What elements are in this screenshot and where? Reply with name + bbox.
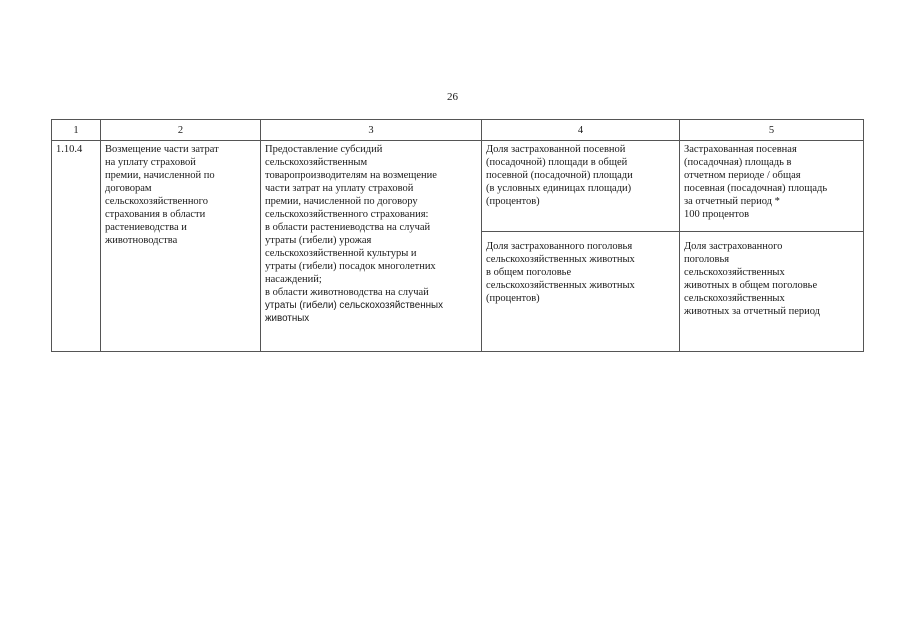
indicator-1-formula-line: 100 процентов (684, 209, 750, 220)
header-cell-2: 2 (101, 120, 261, 141)
page-number: 26 (447, 91, 458, 103)
description-line: Предоставление субсидий (265, 144, 383, 155)
header-cell-4: 4 (482, 120, 680, 141)
indicator-2-name-cell (482, 232, 680, 352)
measure-name-line: договорам (105, 183, 152, 194)
header-cell-5: 5 (680, 120, 864, 141)
indicator-2-name-line: (процентов) (486, 293, 540, 304)
indicator-1-name-line: (в условных единицах площади) (486, 183, 632, 194)
indicator-1-name-line: Доля застрахованной посевной (486, 144, 626, 155)
description-line: премии, начисленной по договору (265, 196, 418, 207)
indicator-2-name-line: сельскохозяйственных животных (486, 280, 635, 291)
description-line: насаждений; (265, 274, 322, 285)
indicator-1-formula-cell (680, 141, 864, 232)
description-line: товаропроизводителям на возмещение (265, 170, 437, 181)
description-line: сельскохозяйственным (265, 157, 368, 168)
indicator-1-name-line: посевной (посадочной) площади (486, 170, 633, 181)
measure-name-line: растениеводства и (105, 222, 187, 233)
indicators-table (51, 119, 864, 352)
indicator-1-name-cell (482, 141, 680, 232)
measure-name-cell (101, 141, 261, 352)
indicator-1-formula-line: (посадочная) площадь в (684, 157, 792, 168)
measure-description-cell (261, 141, 482, 352)
header-cell-3: 3 (261, 120, 482, 141)
description-line: утраты (гибели) посадок многолетних (265, 261, 436, 272)
indicator-1-formula-line: отчетном периоде / общая (684, 170, 801, 181)
indicator-2-name-line: сельскохозяйственных животных (486, 254, 635, 265)
description-line: утраты (гибели) сельскохозяйственных (265, 300, 443, 311)
measure-name-line: на уплату страховой (105, 157, 196, 168)
description-line: утраты (гибели) урожая (265, 235, 372, 246)
indicator-1-formula-line: Застрахованная посевная (684, 144, 797, 155)
indicator-2-formula-line: сельскохозяйственных (684, 293, 785, 304)
indicator-1-name-line: (процентов) (486, 196, 540, 207)
indicator-2-name-line: Доля застрахованного поголовья (486, 241, 633, 252)
description-line: животных (265, 313, 310, 324)
indicator-1-formula-line: за отчетный период * (684, 196, 780, 207)
measure-name-line: животноводства (105, 235, 178, 246)
indicator-1-name-line: (посадочной) площади в общей (486, 157, 628, 168)
measure-name-line: Возмещение части затрат (105, 144, 219, 155)
indicator-2-formula-line: сельскохозяйственных (684, 267, 785, 278)
indicator-2-formula-cell (680, 232, 864, 352)
description-line: части затрат на уплату страховой (265, 183, 414, 194)
header-row (52, 120, 864, 141)
description-line: сельскохозяйственного страхования: (265, 209, 429, 220)
indicator-2-name-line: в общем поголовье (486, 267, 572, 278)
measure-name-line: сельскохозяйственного (105, 196, 208, 207)
description-line: в области животноводства на случай (265, 287, 429, 298)
description-line: в области растениеводства на случай (265, 222, 431, 233)
indicator-1-formula-line: посевная (посадочная) площадь (684, 183, 828, 194)
indicator-2-formula-line: Доля застрахованного (684, 241, 783, 252)
table-row (52, 141, 864, 232)
indicator-2-formula-line: животных за отчетный период (684, 306, 821, 317)
description-line: сельскохозяйственной культуры и (265, 248, 417, 259)
indicator-2-formula-line: животных в общем поголовье (684, 280, 818, 291)
header-cell-1: 1 (52, 120, 101, 141)
row-number: 1.10.4 (52, 141, 101, 352)
indicator-2-formula-line: поголовья (684, 254, 730, 265)
measure-name-line: страхования в области (105, 209, 206, 220)
measure-name-line: премии, начисленной по (105, 170, 215, 181)
